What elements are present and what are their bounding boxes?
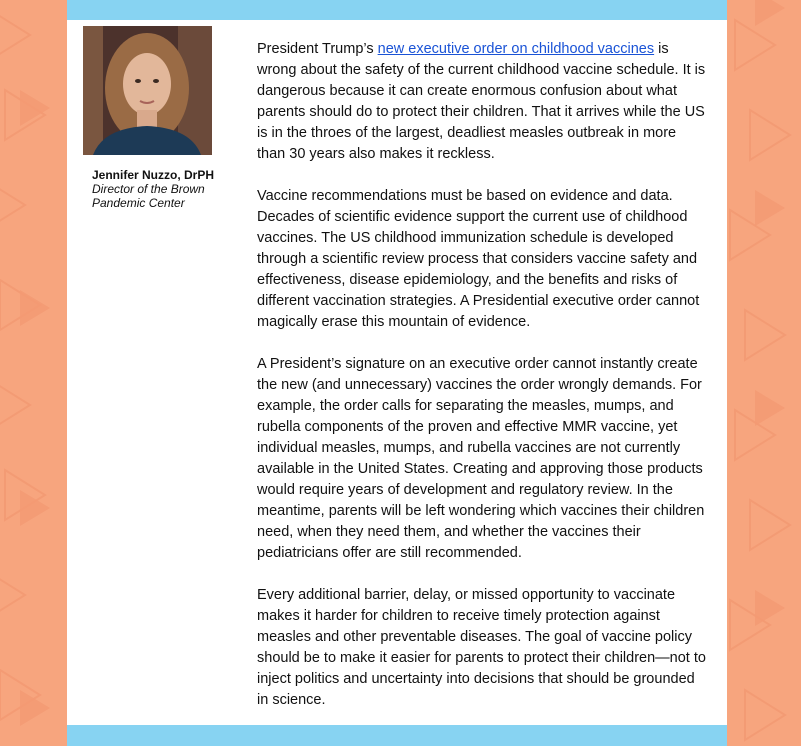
top-band [67,0,727,20]
portrait-photo-icon [83,26,212,155]
bottom-band [67,725,727,746]
executive-order-link[interactable]: new executive order on childhood vaccines [377,41,655,57]
paragraph-4: Every additional barrier, delay, or missed opportunity to vaccinate makes it harder for children to receive timely protection against measles and other preventable diseases. The goal of vaccine policy should be to make it easier for parents to protect their children—not to inject politics and uncertainty into decisions that should be grounded in science. [257,587,706,708]
author-name: Jennifer Nuzzo, DrPH [92,168,215,182]
author-info [92,168,222,210]
paragraph-1 [257,39,707,165]
article-card [67,0,727,746]
paragraph-2: Vaccine recommendations must be based on evidence and data. Decades of scientific evidence support the current use of childhood vaccines. The US childhood immunization schedule is developed through a scientific review process that considers vaccine safety and effectiveness, disease epidemiology, and the benefits and risks of different vaccination strategies. A Presidential executive order cannot magically erase this mountain of evidence. [257,188,700,330]
author-photo [83,26,212,155]
author-title: Director of the Brown Pandemic Center [92,182,205,210]
paragraph-1-rest: is wrong about the safety of the current childhood vaccine schedule. It is dangerous because it can create enormous confusion about what parents should do to protect their children. That it arrives while the US is in the throes of the largest, deadliest measles outbreak in more than 30 years also makes it reckless. [257,41,706,162]
paragraph-1-lead: President Trump’s [257,41,378,57]
article-body [257,39,707,732]
paragraph-3: A President’s signature on an executive order cannot instantly create the new (and unnecessary) vaccines the order wrongly demands. For example, the order calls for separating the measles, mumps, and rubella components of the proven and effective MMR vaccine, yet individual measles, mumps, and rubella vaccines are not currently available in the United States. Creating and approving those products would require years of development and regulatory review. In the meantime, parents will be left wondering which vaccines their children need, when they need them, and whether the vaccines their pediatricians offer are still recommended. [257,356,705,561]
